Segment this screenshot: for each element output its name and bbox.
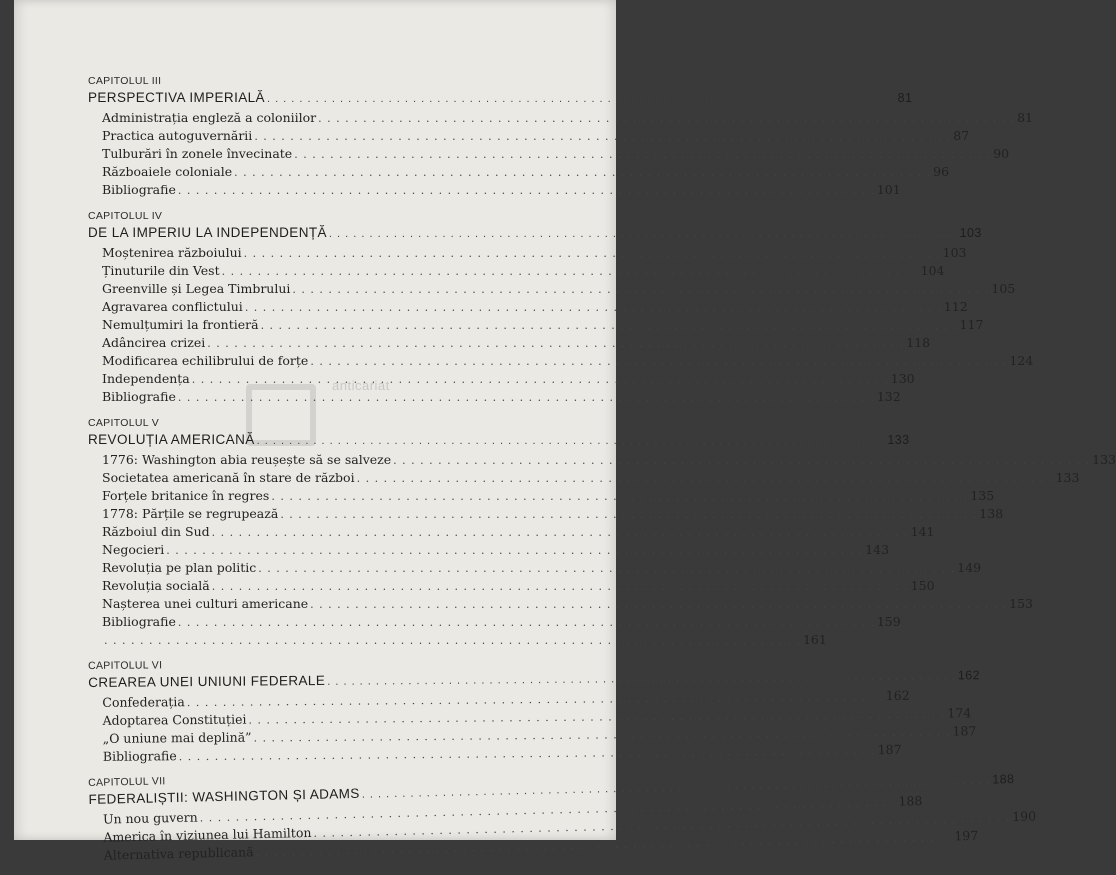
page-number: 187 — [952, 723, 977, 739]
entry-text: Tulburări în zonele învecinate — [102, 146, 293, 161]
dot-leader — [212, 578, 909, 595]
dot-leader — [178, 182, 875, 199]
toc-entry — [88, 577, 935, 595]
page-number: 150 — [910, 578, 935, 593]
entry-text: Războiul din Sud — [102, 524, 210, 539]
dot-leader — [393, 452, 1090, 469]
watermark-text: anticariat — [332, 378, 390, 393]
toc-entry — [88, 559, 982, 577]
page-number: 103 — [959, 226, 982, 240]
page-number: 188 — [898, 793, 923, 809]
entry-text: Ținuturile din Vest — [102, 263, 220, 278]
page-number: 87 — [953, 128, 970, 143]
entry-text: 1778: Părțile se regrupează — [102, 506, 279, 521]
toc-entry — [88, 244, 967, 262]
page-number: 133 — [887, 433, 910, 447]
dot-leader — [245, 299, 942, 316]
dot-leader — [244, 245, 941, 262]
page-number: 159 — [876, 614, 901, 629]
toc-entry — [88, 163, 950, 181]
toc-entry — [88, 109, 1034, 127]
entry-text: Alternativa republicană — [103, 844, 254, 863]
chapter-label: CAPITOLUL IV — [88, 210, 163, 222]
entry-text: Revoluția socială — [102, 578, 210, 593]
entry-text: Forțele britanice în regres — [102, 488, 270, 503]
entry-text: Agravarea conflictului — [102, 299, 243, 314]
chapter-title-row — [88, 223, 982, 244]
page-number: 105 — [991, 281, 1016, 296]
dot-leader — [234, 164, 931, 181]
entry-text: Un nou guvern — [102, 809, 198, 827]
page-number: 162 — [957, 668, 981, 683]
page-number: 138 — [979, 506, 1004, 521]
entry-text: Adâncirea crizei — [102, 335, 206, 350]
page-number: 90 — [993, 146, 1010, 161]
page-number: 133 — [1055, 470, 1080, 485]
page-number: 161 — [802, 632, 827, 647]
page-number: 133 — [1092, 452, 1116, 467]
entry-text: Negocieri — [102, 542, 165, 557]
chapter-label: CAPITOLUL III — [88, 75, 162, 87]
entry-text: Nemulțumiri la frontieră — [102, 317, 259, 332]
chapter-title-row — [88, 88, 913, 109]
dot-leader — [318, 110, 1015, 127]
page-number: 101 — [876, 182, 901, 197]
toc-entry — [88, 181, 901, 199]
dot-leader — [310, 596, 1007, 613]
chapter-4 — [88, 209, 1034, 406]
entry-text: „O uniune mai deplină” — [102, 729, 252, 746]
page-number: 132 — [876, 389, 901, 404]
entry-text: Modificarea echilibrului de forțe — [102, 353, 309, 368]
toc-entry — [88, 280, 1016, 298]
page-number: 153 — [1009, 596, 1033, 611]
entry-text: Independența — [102, 371, 190, 386]
chapter-5 — [88, 416, 1116, 649]
toc-entry — [88, 352, 1034, 370]
chapter-title: CREAREA UNEI UNIUNI FEDERALE — [88, 672, 326, 690]
page-number: 135 — [970, 488, 995, 503]
page-number: 96 — [933, 164, 950, 179]
entry-text: Războaiele coloniale — [102, 164, 233, 179]
page-number: 190 — [1012, 808, 1037, 825]
entry-text: Bibliografie — [102, 389, 176, 404]
chapter-title: REVOLUȚIA AMERICANĂ — [88, 432, 255, 447]
table-of-contents — [88, 74, 1116, 875]
toc-entry — [88, 595, 1033, 613]
dot-leader — [166, 542, 863, 559]
dot-leader — [257, 432, 886, 451]
page-number: 174 — [947, 705, 972, 721]
toc-entry — [88, 523, 935, 541]
toc-entry — [88, 613, 901, 631]
dot-leader — [104, 632, 801, 649]
chapter-title: FEDERALIȘTII: WASHINGTON ȘI ADAMS — [88, 785, 360, 807]
page-number: 103 — [942, 245, 967, 260]
toc-entry — [88, 127, 970, 145]
dot-leader — [222, 263, 919, 280]
page-number: 118 — [906, 335, 931, 350]
toc-entry — [88, 262, 945, 280]
toc-entry — [88, 469, 1080, 487]
toc-entry — [88, 541, 890, 559]
dot-leader — [254, 128, 951, 145]
dot-leader — [178, 389, 875, 406]
entry-text: Greenville și Legea Timbrului — [102, 281, 291, 296]
dot-leader — [212, 524, 909, 541]
entry-text: Bibliografie — [102, 182, 176, 197]
dot-leader — [280, 506, 977, 523]
page-number: 187 — [877, 741, 902, 758]
dot-leader — [357, 470, 1054, 487]
entry-text: Bibliografie — [102, 748, 177, 764]
dot-leader — [292, 281, 989, 298]
toc-entry — [88, 631, 827, 649]
page-number: 141 — [910, 524, 935, 539]
dot-leader — [310, 353, 1007, 370]
toc-entry — [88, 370, 915, 388]
chapter-title-row — [88, 668, 981, 694]
toc-entry — [88, 334, 931, 352]
book-page — [14, 0, 1116, 863]
chapter-label: CAPITOLUL V — [88, 417, 159, 429]
page-number: 149 — [957, 560, 982, 575]
entry-text: America în viziunea lui Hamilton — [103, 824, 312, 845]
toc-entry — [88, 316, 984, 334]
dot-leader — [207, 335, 904, 352]
chapter-6 — [88, 655, 981, 766]
entry-text: Societatea americană în stare de război — [102, 470, 355, 485]
toc-entry — [88, 298, 968, 316]
dot-leader — [261, 317, 958, 334]
toc-entry — [88, 388, 901, 406]
dot-leader — [267, 90, 896, 109]
chapter-title-row — [88, 430, 910, 451]
page-number: 188 — [992, 771, 1015, 787]
page-number: 162 — [885, 687, 910, 704]
entry-text: Moștenirea războiului — [102, 245, 242, 260]
entry-text: Practica autoguvernării — [102, 128, 253, 143]
entry-text: Confederația — [102, 694, 185, 710]
toc-entry — [89, 741, 902, 766]
dot-leader — [294, 146, 991, 163]
toc-entry — [88, 451, 1116, 469]
chapter-7 — [88, 765, 1037, 865]
page-number: 117 — [959, 317, 984, 332]
chapter-label: CAPITOLUL VI — [88, 659, 163, 672]
chapter-3 — [88, 74, 1034, 199]
entry-text: Bibliografie — [102, 614, 176, 629]
chapter-title: DE LA IMPERIU LA INDEPENDENȚĂ — [88, 225, 327, 240]
dot-leader — [258, 560, 955, 577]
toc-entry — [88, 505, 1004, 523]
page-number: 124 — [1009, 353, 1034, 368]
toc-entry — [88, 145, 1010, 163]
entry-text: Nașterea unei culturi americane — [102, 596, 309, 611]
toc-entry — [88, 487, 995, 505]
chapter-label: CAPITOLUL VII — [88, 775, 166, 789]
page-number: 130 — [890, 371, 915, 386]
page-number: 81 — [1017, 110, 1034, 125]
entry-text: Revoluția pe plan politic — [102, 560, 257, 575]
dot-leader — [271, 488, 968, 505]
dot-leader — [178, 614, 875, 631]
dot-leader — [192, 371, 889, 388]
entry-text: 1776: Washington abia reușește să se salveze — [102, 452, 392, 467]
entry-text: Adoptarea Constituției — [102, 711, 247, 728]
page-number: 143 — [865, 542, 890, 557]
page-number: 104 — [920, 263, 945, 278]
dot-leader — [329, 225, 958, 244]
page-number: 197 — [954, 827, 979, 844]
page-number: 81 — [897, 91, 913, 105]
entry-text: Administrația engleză a coloniilor — [102, 110, 317, 125]
page-number: 112 — [943, 299, 968, 314]
chapter-title: PERSPECTIVA IMPERIALĂ — [88, 90, 265, 105]
